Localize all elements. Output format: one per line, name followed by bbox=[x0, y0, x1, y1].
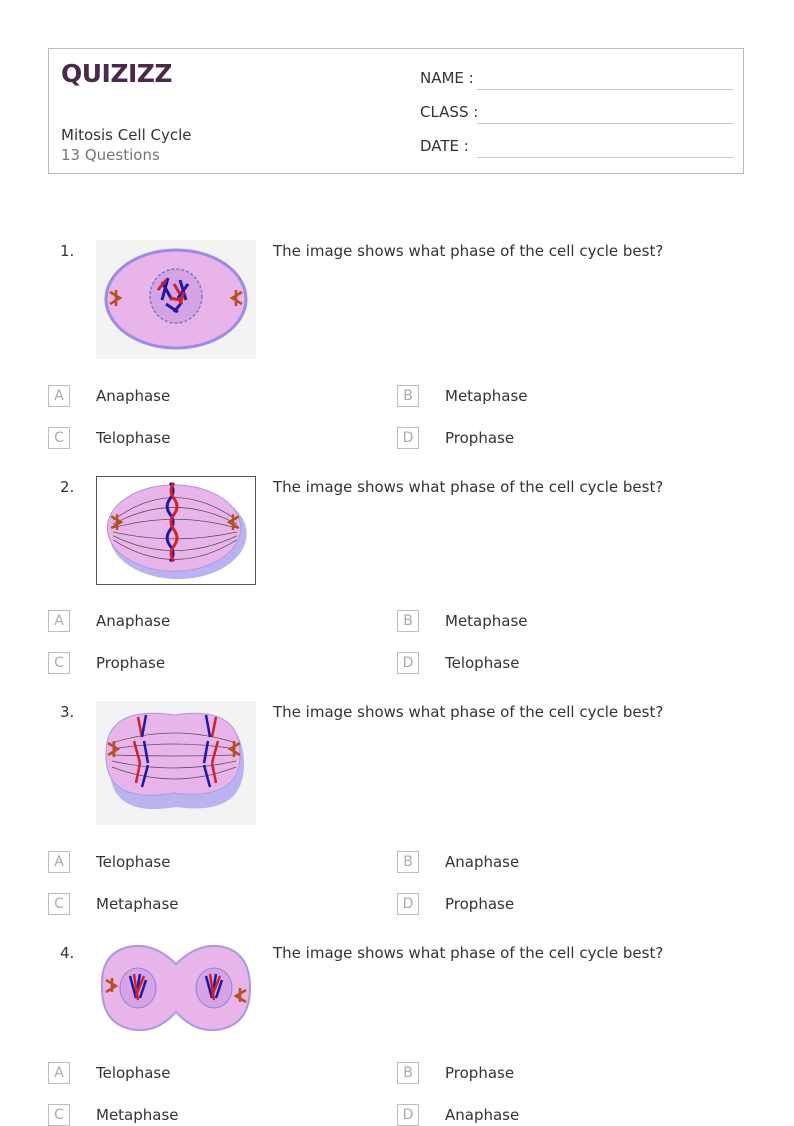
option-letter[interactable]: A bbox=[48, 1062, 70, 1084]
option-letter[interactable]: A bbox=[48, 385, 70, 407]
worksheet-title: Mitosis Cell Cycle bbox=[61, 126, 192, 144]
option-label[interactable]: Anaphase bbox=[445, 853, 520, 871]
option-label[interactable]: Metaphase bbox=[445, 387, 528, 405]
option-letter[interactable]: A bbox=[48, 610, 70, 632]
option-letter[interactable]: C bbox=[48, 893, 70, 915]
option-letter[interactable]: C bbox=[48, 1104, 70, 1126]
question-number: 3. bbox=[60, 703, 75, 721]
metaphase-cell-image bbox=[96, 476, 256, 585]
option-label[interactable]: Metaphase bbox=[96, 1106, 179, 1124]
worksheet-header bbox=[48, 48, 744, 174]
telophase-cell-image bbox=[96, 940, 256, 1036]
name-line[interactable] bbox=[477, 89, 733, 90]
option-label[interactable]: Metaphase bbox=[96, 895, 179, 913]
question-number: 1. bbox=[60, 242, 75, 260]
option-label[interactable]: Telophase bbox=[445, 654, 520, 672]
option-letter[interactable]: B bbox=[397, 385, 419, 407]
option-label[interactable]: Telophase bbox=[96, 429, 171, 447]
option-label[interactable]: Prophase bbox=[445, 895, 515, 913]
date-label: DATE : bbox=[420, 137, 469, 155]
option-letter[interactable]: B bbox=[397, 851, 419, 873]
option-label[interactable]: Anaphase bbox=[445, 1106, 520, 1124]
option-letter[interactable]: B bbox=[397, 610, 419, 632]
prophase-cell-image bbox=[96, 240, 256, 359]
class-label: CLASS : bbox=[420, 103, 479, 121]
option-label[interactable]: Anaphase bbox=[96, 612, 171, 630]
option-letter[interactable]: D bbox=[397, 1104, 419, 1126]
quizizz-logo: QUIZIZZ bbox=[61, 59, 173, 88]
anaphase-cell-image bbox=[96, 701, 256, 825]
option-label[interactable]: Prophase bbox=[445, 429, 515, 447]
option-label[interactable]: Prophase bbox=[96, 654, 166, 672]
question-text: The image shows what phase of the cell cycle best? bbox=[273, 242, 664, 260]
option-letter[interactable]: B bbox=[397, 1062, 419, 1084]
name-label: NAME : bbox=[420, 69, 474, 87]
option-label[interactable]: Telophase bbox=[96, 853, 171, 871]
question-text: The image shows what phase of the cell cycle best? bbox=[273, 944, 664, 962]
option-letter[interactable]: C bbox=[48, 427, 70, 449]
date-line[interactable] bbox=[477, 157, 733, 158]
option-label[interactable]: Telophase bbox=[96, 1064, 171, 1082]
question-count: 13 Questions bbox=[61, 146, 160, 164]
class-line[interactable] bbox=[477, 123, 733, 124]
option-letter[interactable]: D bbox=[397, 427, 419, 449]
option-letter[interactable]: D bbox=[397, 893, 419, 915]
question-number: 2. bbox=[60, 478, 75, 496]
question-text: The image shows what phase of the cell cycle best? bbox=[273, 478, 664, 496]
question-number: 4. bbox=[60, 944, 75, 962]
option-label[interactable]: Prophase bbox=[445, 1064, 515, 1082]
option-letter[interactable]: D bbox=[397, 652, 419, 674]
option-letter[interactable]: C bbox=[48, 652, 70, 674]
option-letter[interactable]: A bbox=[48, 851, 70, 873]
option-label[interactable]: Metaphase bbox=[445, 612, 528, 630]
question-text: The image shows what phase of the cell cycle best? bbox=[273, 703, 664, 721]
option-label[interactable]: Anaphase bbox=[96, 387, 171, 405]
